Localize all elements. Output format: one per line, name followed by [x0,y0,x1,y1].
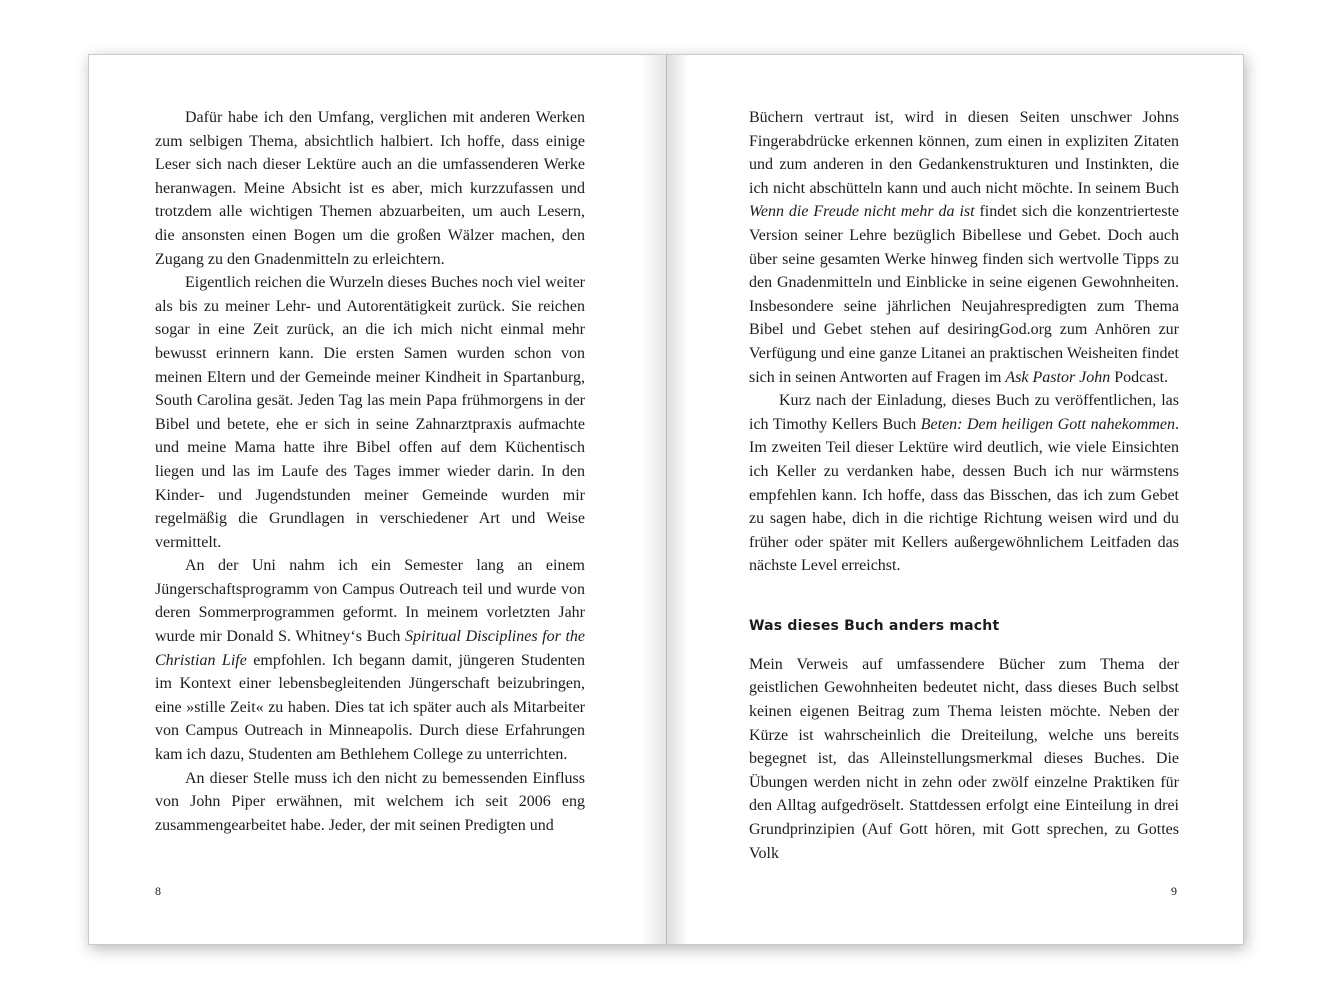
left-text-block [155,106,585,837]
book-title: Spiritual Disciplines for the Christian Life [155,628,586,669]
text-run: Büchern vertraut ist, wird in diesen Seiten unschwer Johns Fingerabdrücke erkennen können, zum einen in expliziten Zitaten und zum anderen in den Gedankenstrukturen und Instinkten, die ich nicht abschütteln kann und auch nicht möchte. In seinem Buch [749,109,1179,197]
text-run: An der Uni nahm ich ein Semester lang an einem Jüngerschaftsprogramm von Campus Outreach teil und wurde von deren Sommerprogrammen geformt. In meinem vorletzten Jahr wurde mir Donald S. Whitney‘s Buch [155,557,585,646]
book-spread [88,54,1244,945]
paragraph: Dafür habe ich den Umfang, verglichen mit anderen Werken zum selbigen Thema, absichtlich halbiert. Ich hoffe, dass einige Leser sich nach dieser Lektüre auch an die umfassenderen Werke heranwagen. Meine Absicht ist es aber, mich kurzzufassen und trotzdem alle wichtigen Themen abzuarbeiten, um auch Lesern, die ansonsten einen Bogen um die großen Wälzer machen, den Zugang zu den Gnadenmitteln zu erleichtern. [155,109,585,268]
gutter-line [666,55,667,944]
podcast-title: Ask Pastor John [1005,368,1111,386]
section-heading: Was dieses Buch anders macht [749,617,1000,634]
paragraph: An dieser Stelle muss ich den nicht zu bemessenden Einfluss von John Piper erwähnen, mit welchem ich seit 2006 eng zusammengearbeitet habe. Jeder, der mit seinen Predigten und [155,769,585,834]
text-run: findet sich die konzentrierteste Version seiner Lehre bezüglich Bibellese und Gebet. Doch auch über seine gesamten Werke hinweg finden sich wertvolle Tipps zu den Gnadenmitteln und Einblicke in seine eigenen Gewohnheiten. Insbesondere seine jährlichen Neujahrespredigten zum Thema Bibel und Gebet stehen auf desiringGod.org zum Anhören zur Verfügung und eine ganze Litanei an praktischen Weisheiten findet sich in seinen Antworten auf Fragen im [749,203,1180,386]
book-title: Wenn die Freude nicht mehr da ist [749,203,975,221]
text-run: empfohlen. Ich begann damit, jüngeren Studenten im Kontext einer lebensbegleitenden Jüngerschaft beizubringen, eine »stille Zeit« zu haben. Dies tat ich später auch als Mitarbeiter von Campus Outreach in Minneapolis. Durch diese Erfahrungen kam ich dazu, Studenten am Bethlehem College zu unterrichten. [155,651,585,764]
page-number: 8 [155,884,161,898]
paragraph [749,106,1179,389]
gutter-shadow-right [666,55,688,944]
text-run: Podcast. [1110,368,1169,386]
right-page [666,54,1244,945]
paragraph: Mein Verweis auf umfassendere Bücher zum Thema der geistlichen Gewohnheiten bedeutet nicht, dass dieses Buch selbst keinen eigenen Beitrag zum Thema leisten möchte. Neben der Kürze ist wahrscheinlich die Dreiteilung, welche uns bereits begegnet ist, das Alleinstellungsmerkmal dieses Buches. Die Übungen werden nicht in zehn oder zwölf einzelne Praktiken für den Alltag aufgedröselt. Stattdessen erfolgt eine Einteilung in drei Grundprinzipien (Auf Gott hören, mit Gott sprechen, zu Gottes Volk [749,655,1179,862]
left-page [88,54,666,945]
right-text-block [749,106,1179,865]
paragraph [749,389,1179,578]
paragraph: Eigentlich reichen die Wurzeln dieses Buches noch viel weiter als bis zu meiner Lehr- und Autorentätigkeit zurück. Sie reichen sogar in eine Zeit zurück, an die ich mich nicht einmal mehr bewusst erinnern kann. Die ersten Samen wurden schon von meinen Eltern und der Gemeinde meiner Kindheit in Spartanburg, South Carolina gesät. Jeden Tag las mein Papa frühmorgens in der Bibel und betete, ehe er sich in seine Zahnarztpraxis aufmachte und meine Mama hatte ihre Bibel offen auf dem Küchentisch liegen und las im Laufe des Tages immer wieder darin. In den Kinder- und Jugendstunden meiner Gemeinde wurden mir regelmäßig die Grundlagen in verschiedener Art und Weise vermittelt. [155,274,585,551]
text-run: Kurz nach der Einladung, dieses Buch zu veröffentlichen, las ich Timothy Kellers Buch [749,392,1179,433]
book-title: Beten: Dem heiligen Gott nahekommen [920,415,1176,433]
paragraph [155,554,585,766]
gutter-shadow-left [640,55,666,944]
page-number: 9 [1171,884,1177,898]
text-run: . Im zweiten Teil dieser Lektüre wird deutlich, wie viele Einsichten ich Keller zu verdanken habe, dessen Buch ich nur wärmstens empfehlen kann. Ich hoffe, dass das Bisschen, das ich zum Gebet zu sagen habe, dich in die richtige Richtung weisen wird und du früher oder später mit Kellers außergewöhnlichem Leitfaden das nächste Level erreichst. [749,415,1180,575]
